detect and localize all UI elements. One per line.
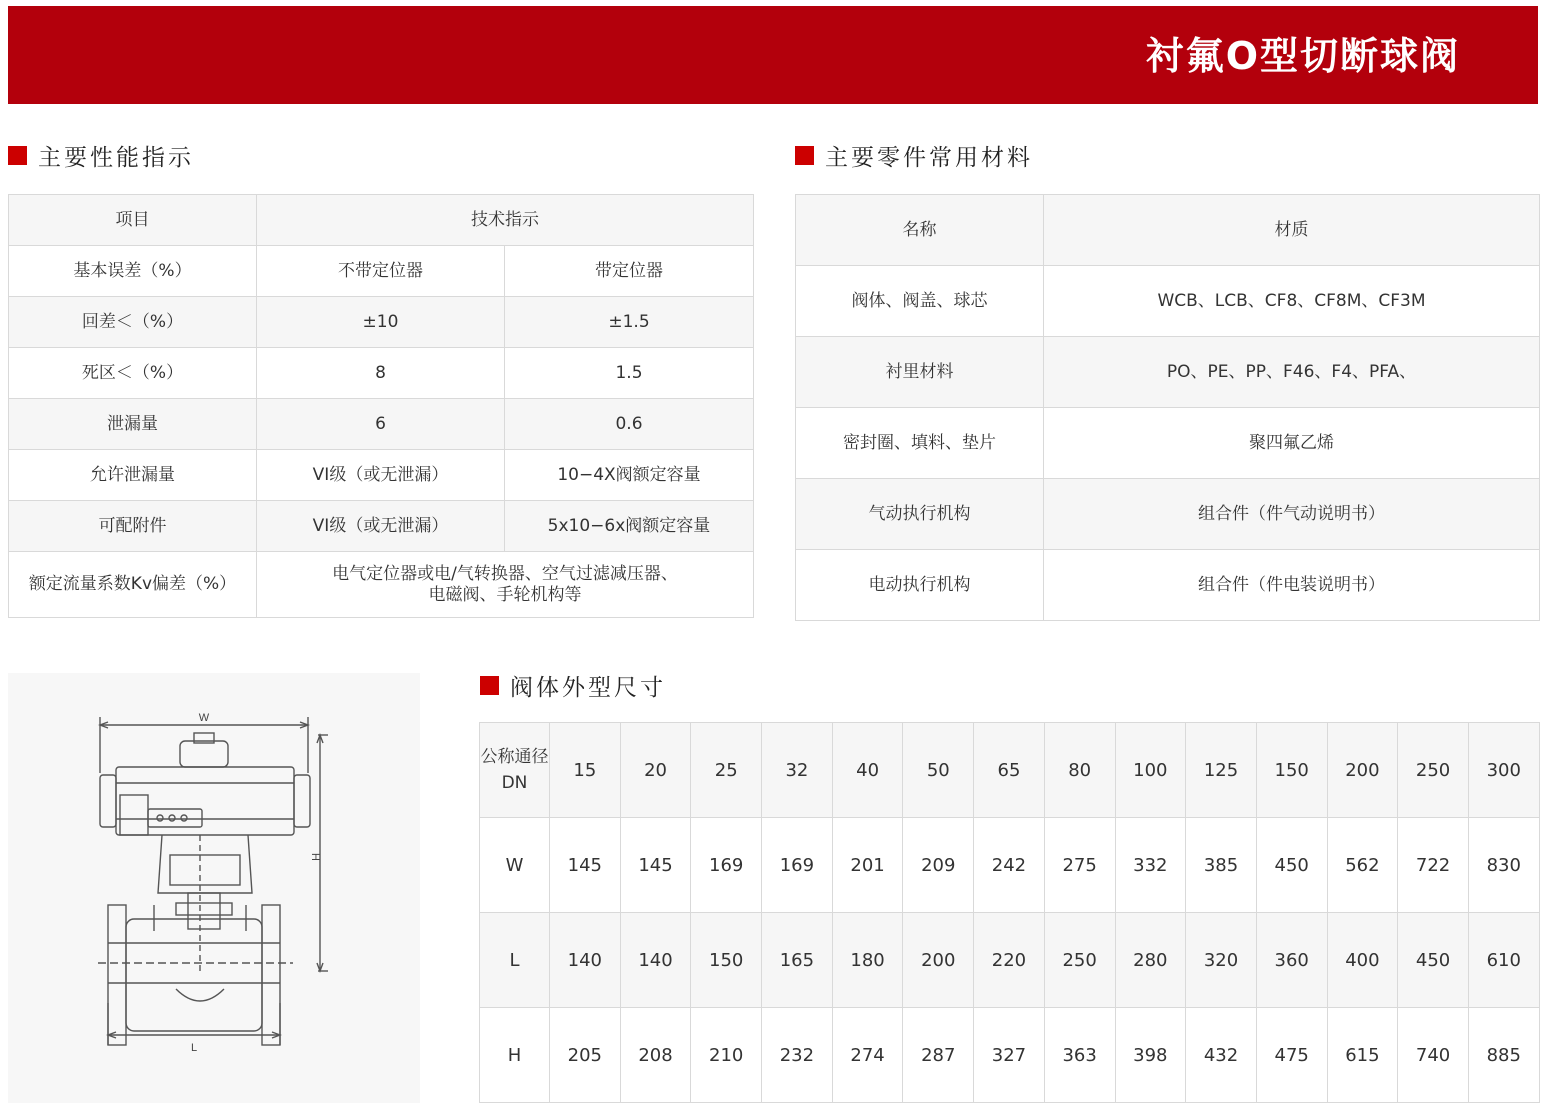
cell-value: 830 <box>1468 818 1539 913</box>
section-marker-icon <box>795 146 814 165</box>
cell-value: 205 <box>550 1008 621 1103</box>
table-row <box>480 913 1540 1008</box>
dn-label-line-1: 公称通径 <box>480 747 549 767</box>
cell-value: VI级（或无泄漏） <box>257 501 505 552</box>
dn-value: 50 <box>903 723 974 818</box>
dn-value: 32 <box>762 723 833 818</box>
row-label: W <box>480 818 550 913</box>
cell-value: 722 <box>1398 818 1469 913</box>
page-title: 衬氟O型切断球阀 <box>1145 34 1460 78</box>
cell-value: 885 <box>1468 1008 1539 1103</box>
header-cell-spec: 技术指示 <box>257 195 754 246</box>
cell-value: 250 <box>1044 913 1115 1008</box>
cell-value: 169 <box>691 818 762 913</box>
valve-drawing-svg <box>8 673 420 1103</box>
valve-technical-drawing <box>8 673 420 1103</box>
cell-value: 6 <box>257 399 505 450</box>
dimension-label-h: H <box>309 853 321 861</box>
cell-value: 360 <box>1256 913 1327 1008</box>
cell-value: 740 <box>1398 1008 1469 1103</box>
cell-value: 615 <box>1327 1008 1398 1103</box>
cell-value: 200 <box>903 913 974 1008</box>
cell-value: 363 <box>1044 1008 1115 1103</box>
dn-value: 80 <box>1044 723 1115 818</box>
cell-value: 10−4X阀额定容量 <box>505 450 754 501</box>
cell-value: 385 <box>1186 818 1257 913</box>
part-material: WCB、LCB、CF8、CF8M、CF3M <box>1044 266 1540 337</box>
row-label: 基本误差（%） <box>9 246 257 297</box>
dn-value: 40 <box>832 723 903 818</box>
dn-value: 100 <box>1115 723 1186 818</box>
part-name: 气动执行机构 <box>796 479 1044 550</box>
table-header-row <box>9 195 754 246</box>
table-row <box>796 266 1540 337</box>
dimensions-table <box>479 722 1540 1103</box>
cell-value: 287 <box>903 1008 974 1103</box>
cell-value-accessories <box>257 552 754 618</box>
cell-value: 210 <box>691 1008 762 1103</box>
performance-table <box>8 194 754 618</box>
dn-value: 15 <box>550 723 621 818</box>
cell-value: 332 <box>1115 818 1186 913</box>
part-name: 衬里材料 <box>796 337 1044 408</box>
cell-value: 169 <box>762 818 833 913</box>
cell-value: 274 <box>832 1008 903 1103</box>
row-label: L <box>480 913 550 1008</box>
cell-value: 562 <box>1327 818 1398 913</box>
dn-label-line-2: DN <box>501 773 528 793</box>
dimension-label-l: L <box>190 1042 198 1054</box>
materials-section-title: 主要零件常用材料 <box>825 144 1033 171</box>
table-row <box>796 550 1540 621</box>
cell-value: 275 <box>1044 818 1115 913</box>
cell-value: 145 <box>550 818 621 913</box>
dn-header-cell <box>480 723 550 818</box>
table-row <box>480 818 1540 913</box>
cell-value: 320 <box>1186 913 1257 1008</box>
part-material: PO、PE、PP、F46、F4、PFA、 <box>1044 337 1540 408</box>
part-material: 组合件（件电装说明书） <box>1044 550 1540 621</box>
cell-value: 0.6 <box>505 399 754 450</box>
cell-value: 280 <box>1115 913 1186 1008</box>
part-name: 电动执行机构 <box>796 550 1044 621</box>
table-row <box>480 1008 1540 1103</box>
header-banner <box>8 6 1538 104</box>
table-row <box>9 552 754 618</box>
table-row <box>9 246 754 297</box>
table-row <box>9 399 754 450</box>
cell-value: ±1.5 <box>505 297 754 348</box>
cell-value: 610 <box>1468 913 1539 1008</box>
row-label: 死区＜（%） <box>9 348 257 399</box>
cell-value: 150 <box>691 913 762 1008</box>
part-material: 聚四氟乙烯 <box>1044 408 1540 479</box>
part-name: 阀体、阀盖、球芯 <box>796 266 1044 337</box>
part-material: 组合件（件气动说明书） <box>1044 479 1540 550</box>
materials-table <box>795 194 1540 621</box>
cell-value: 201 <box>832 818 903 913</box>
cell-value: 450 <box>1398 913 1469 1008</box>
dn-value: 200 <box>1327 723 1398 818</box>
dn-value: 150 <box>1256 723 1327 818</box>
dn-value: 250 <box>1398 723 1469 818</box>
cell-value: 带定位器 <box>505 246 754 297</box>
cell-value: 242 <box>974 818 1045 913</box>
cell-value: ±10 <box>257 297 505 348</box>
dn-value: 25 <box>691 723 762 818</box>
performance-section-heading <box>8 140 194 170</box>
cell-value: 400 <box>1327 913 1398 1008</box>
cell-value: 208 <box>620 1008 691 1103</box>
cell-value: 475 <box>1256 1008 1327 1103</box>
cell-value: 165 <box>762 913 833 1008</box>
cell-value: 不带定位器 <box>257 246 505 297</box>
table-row <box>9 297 754 348</box>
cell-value: 432 <box>1186 1008 1257 1103</box>
header-cell-item: 项目 <box>9 195 257 246</box>
table-row <box>796 408 1540 479</box>
cell-value: 398 <box>1115 1008 1186 1103</box>
cell-value: 180 <box>832 913 903 1008</box>
dimension-label-w: W <box>198 712 210 724</box>
cell-value: 209 <box>903 818 974 913</box>
cell-value: 5x10−6x阀额定容量 <box>505 501 754 552</box>
section-marker-icon <box>8 146 27 165</box>
cell-value: 1.5 <box>505 348 754 399</box>
part-name: 密封圈、填料、垫片 <box>796 408 1044 479</box>
row-label: 回差＜（%） <box>9 297 257 348</box>
table-row <box>796 479 1540 550</box>
cell-value: 8 <box>257 348 505 399</box>
table-header-row <box>480 723 1540 818</box>
cell-value: 220 <box>974 913 1045 1008</box>
row-label: 额定流量系数Kv偏差（%） <box>9 552 257 618</box>
dn-value: 125 <box>1186 723 1257 818</box>
cell-value: 140 <box>550 913 621 1008</box>
row-label: 泄漏量 <box>9 399 257 450</box>
dn-value: 20 <box>620 723 691 818</box>
table-row <box>796 337 1540 408</box>
header-cell-material: 材质 <box>1044 195 1540 266</box>
dimensions-section-heading <box>480 670 666 700</box>
table-row <box>9 450 754 501</box>
row-label: 可配附件 <box>9 501 257 552</box>
table-row <box>9 501 754 552</box>
header-cell-name: 名称 <box>796 195 1044 266</box>
dn-value: 300 <box>1468 723 1539 818</box>
cell-value: 145 <box>620 818 691 913</box>
dimensions-section-title: 阀体外型尺寸 <box>510 674 666 701</box>
dn-value: 65 <box>974 723 1045 818</box>
section-marker-icon <box>480 676 499 695</box>
accessories-line-1: 电气定位器或电/气转换器、空气过滤减压器、 <box>332 563 678 584</box>
cell-value: 450 <box>1256 818 1327 913</box>
row-label: 允许泄漏量 <box>9 450 257 501</box>
cell-value: 232 <box>762 1008 833 1103</box>
table-header-row <box>796 195 1540 266</box>
cell-value: 140 <box>620 913 691 1008</box>
row-label: H <box>480 1008 550 1103</box>
cell-value: VI级（或无泄漏） <box>257 450 505 501</box>
accessories-line-2: 电磁阀、手轮机构等 <box>428 584 582 605</box>
table-row <box>9 348 754 399</box>
materials-section-heading <box>795 140 1033 170</box>
performance-section-title: 主要性能指示 <box>38 144 194 171</box>
cell-value: 327 <box>974 1008 1045 1103</box>
